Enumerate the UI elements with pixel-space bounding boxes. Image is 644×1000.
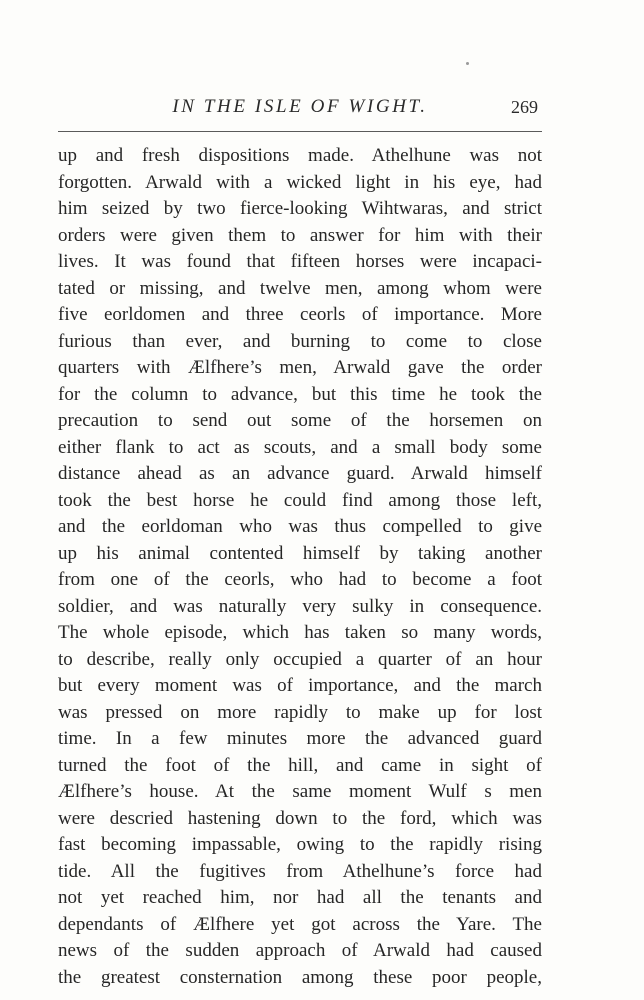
text-line: fast becoming impassable, owing to the rapidly rising [58,834,542,855]
text-line: forgotten. Arwald with a wicked light in his eye, had [58,171,542,193]
text-line: and the eorldoman who was thus compelled to give [58,516,542,537]
text-line: dependants of Ælfhere yet got across the Yare. The [58,913,542,935]
header-rule [58,131,542,132]
text-line: lives. It was found that fifteen horses were incapaci- [58,251,542,272]
page-speck [466,62,469,65]
text-line: five eorldomen and three ceorls of importance. More [58,304,542,325]
page-number: 269 [511,97,538,117]
text-line: precaution to send out some of the horsemen on [58,410,542,431]
running-head-title: IN THE ISLE OF WIGHT. [172,96,428,117]
text-line: either flank to act as scouts, and a small body some [58,436,542,458]
text-line: distance ahead as an advance guard. Arwald himself [58,463,542,484]
running-head [58,96,542,126]
text-line: tated or missing, and twelve men, among whom were [58,277,542,299]
text-line: for the column to advance, but this time he took the [58,383,542,405]
text-line: quarters with Ælfhere’s men, Arwald gave the order [58,357,542,378]
text-line: not yet reached him, nor had all the tenants and [58,887,542,908]
text-line: the greatest consternation among these poor people, [58,966,542,988]
body-text [58,143,542,991]
text-line: were descried hastening down to the ford, which was [58,807,542,829]
text-line: took the best horse he could find among those left, [58,489,542,511]
text-line: news of the sudden approach of Arwald had caused [58,940,542,961]
text-line: turned the foot of the hill, and came in sight of [58,754,542,776]
text-line: tide. All the fugitives from Athelhune’s force had [58,860,542,882]
text-line: was pressed on more rapidly to make up for lost [58,701,542,723]
text-line: up and fresh dispositions made. Athelhune was not [58,145,542,166]
text-line: but every moment was of importance, and the march [58,675,542,696]
text-line: up his animal contented himself by taking another [58,542,542,564]
text-line: orders were given them to answer for him with their [58,224,542,246]
text-line: furious than ever, and burning to come to close [58,330,542,352]
text-line: to describe, really only occupied a quarter of an hour [58,648,542,670]
text-line: Ælfhere’s house. At the same moment Wulf s men [58,781,542,802]
text-line: soldier, and was naturally very sulky in consequence. [58,595,542,617]
text-line: The whole episode, which has taken so many words, [58,622,542,643]
text-line: time. In a few minutes more the advanced guard [58,728,542,749]
text-line: him seized by two fierce-looking Wihtwaras, and strict [58,198,542,219]
text-line: from one of the ceorls, who had to become a foot [58,569,542,590]
